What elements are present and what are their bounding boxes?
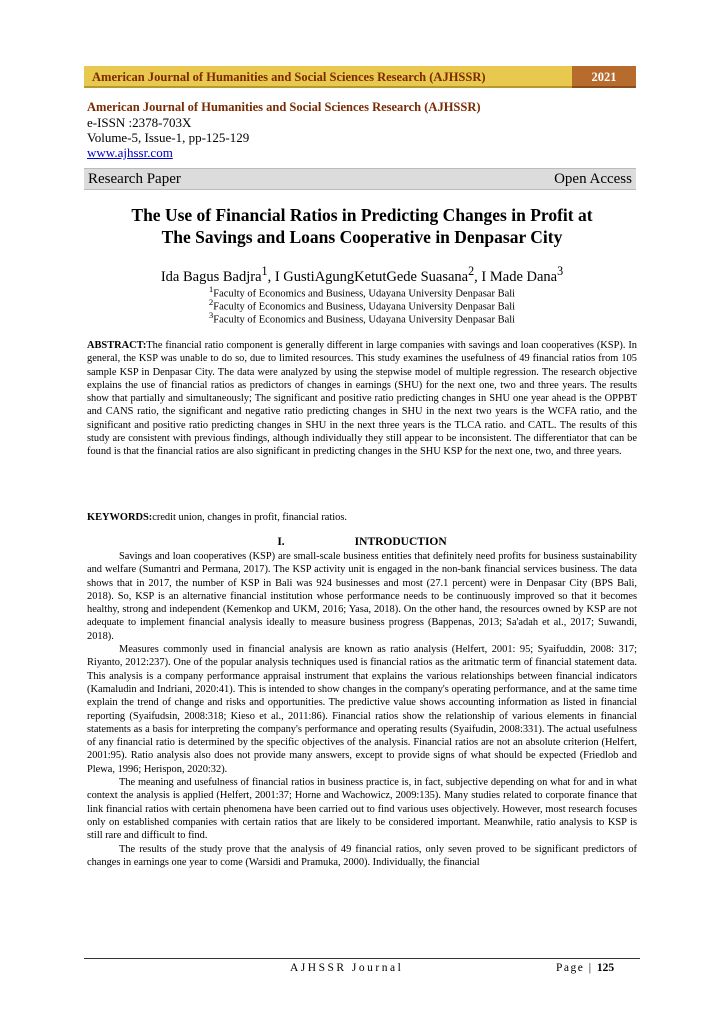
affiliation-2-sup: 2: [208, 297, 214, 307]
article-type-bar: [84, 168, 636, 190]
footer-page-number: 125: [596, 962, 615, 974]
footer-divider: [84, 958, 640, 959]
introduction-body: [87, 550, 637, 869]
affiliation-1-sup: 1: [208, 284, 214, 294]
abstract-label: ABSTRACT:: [87, 340, 147, 351]
section-heading-introduction: [87, 535, 637, 549]
paragraph: Measures commonly used in financial analysis are known as ratio analysis (Helfert, 2001: 95; Syaifuddin, 2008: 317; Riyanto, 2012:237). One of the popular analysis techniques used is financial ratios as the aritmatic term of financial statement data. This analysis is a company performance appraisal instrument that explains the various relationships between financial indicators (Kamaludin and Indriani, 2020:41). This is intended to show changes in the company's operating performance, and at the same time explain the trend of change and risks and opportunities. The predictive value shows accounting information as listed in financial reporting (Syaifudsin, 2008:318; Kieso et al., 2011:86). Financial ratios show the relationship of various elements in financial statements as a basis for interpreting the company's performance and operating results (Syaifudin, 2008:331). The actual usefulness of any financial ratio is determined by the specific objectives of the analysis. Financial ratios are not an absolute criterion (Helfert, 2001:95). Ratio analysis also does not provide many answers, except to provide signs of what should be expected (Friedlob and Plewa, 1996; Herispon, 2020:32).: [87, 644, 637, 775]
affiliation-2-text: Faculty of Economics and Business, Udayana University Denpasar Bali: [213, 301, 516, 313]
keywords-label: KEYWORDS:: [87, 512, 153, 523]
affiliation-3-sup: 3: [208, 310, 214, 320]
abstract: [87, 339, 637, 459]
affiliation-3: [84, 309, 640, 327]
footer-journal: AJHSSR Journal: [290, 962, 404, 974]
article-type-label: Research Paper: [88, 170, 181, 187]
paragraph: The results of the study prove that the analysis of 49 financial ratios, only seven proved to be significant predictors of changes in earnings one year to come (Warsidi and Pramuka, 2000). Individually, the financial: [87, 843, 637, 868]
author-3: , I Made Dana: [474, 268, 558, 285]
paper-title: [84, 204, 640, 248]
author-2: , I GustiAgungKetutGede Suasana: [267, 268, 469, 285]
paragraph: The meaning and usefulness of financial ratios in business practice is, in fact, subjective depending on what for and in what context the analysis is applied (Helfert, 2001:37; Horne and Wachowicz, 2009:135). Many studies related to corporate finance that link financial ratios with certain phenomena have been carried out to find various uses objectively. However, most research focuses only on established companies with certain ratios that are likely to be considered important. Meanwhile, ratio analysis to KSP is still rare and difficult to find.: [87, 777, 637, 842]
paragraph: Savings and loan cooperatives (KSP) are small-scale business entities that definitely need profits for business sustainability and welfare (Sumantri and Permana, 2017). The KSP activity unit is engaged in the non-bank financial services business. The data shows that in 2017, the number of KSP in Bali was 924 businesses and most (27.1 percent) were in Denpasar City (BPS Bali, 2018). So, KSP is an alternative financial institution whose performance needs to be continuously improved so that it becomes healthy, strong and independent (Kemenkop and UKM, 2016; Yasa, 2018). On the other hand, the resources owned by KSP are not adequate to implement financial analysis ideally to measure business progress (Bappenas, 2013; Sa'adah et al., 2017; Suwandi, 2018).: [87, 551, 637, 642]
journal-meta: [87, 100, 637, 160]
section-title: INTRODUCTION: [354, 536, 447, 548]
keywords: [87, 511, 637, 524]
affiliation-3-text: Faculty of Economics and Business, Udayana University Denpasar Bali: [213, 314, 516, 326]
abstract-text: The financial ratio component is generally different in large companies with savings and loan cooperatives (KSP). In general, the KSP was unable to do so, due to limited resources. This study examines the usefulness of 49 financial ratios from 105 sample KSP in Denpasar City. The data were analyzed by using the stepwise model of multiple regression. The research objective explains the use of financial ratios as predictors of changes in earnings (SHU) for the next one, two and three years. The results show that partially and simultaneously; The significant and positive ratio predicting changes in SHU one year ahead is the OPPBT and CANS ratio, the significant and negative ratio predicting changes in SHU in the next two years is the WCFA ratio, and the significant and positive ratio predicting changes in SHU in the next three years is the TLCA ratio. and CATL. The results of this study are consistent with previous findings, although individually they still appear to be inconsistent. The differentiator that can be found is that the financial ratios are also significant in predicting changes in the SHU KSP for the next one, two, and three years.: [87, 340, 637, 458]
affiliation-1-text: Faculty of Economics and Business, Udayana University Denpasar Bali: [213, 288, 516, 300]
meta-volume: Volume-5, Issue-1, pp-125-129: [87, 130, 250, 145]
journal-url-link[interactable]: www.ajhssr.com: [87, 145, 173, 160]
access-type-label: Open Access: [554, 170, 632, 187]
author-3-sup: 3: [557, 264, 564, 278]
keywords-text: credit union, changes in profit, financial ratios.: [152, 512, 348, 523]
meta-journal-name: American Journal of Humanities and Social Sciences Research (AJHSSR): [87, 100, 481, 114]
paper-title-line-2: The Savings and Loans Cooperative in Denpasar City: [161, 227, 563, 247]
author-1: Ida Bagus Badjra: [160, 268, 262, 285]
author-2-sup: 2: [468, 264, 475, 278]
banner-year: 2021: [572, 66, 636, 88]
author-1-sup: 1: [261, 264, 268, 278]
section-number: I.: [277, 536, 285, 548]
paper-title-line-1: The Use of Financial Ratios in Predicting Changes in Profit at: [131, 205, 593, 225]
footer-page-label: Page |: [556, 962, 597, 974]
journal-banner: [84, 66, 636, 88]
footer-page: [556, 962, 614, 974]
meta-issn: e-ISSN :2378-703X: [87, 115, 192, 130]
banner-journal-title: American Journal of Humanities and Social Sciences Research (AJHSSR): [84, 66, 572, 88]
